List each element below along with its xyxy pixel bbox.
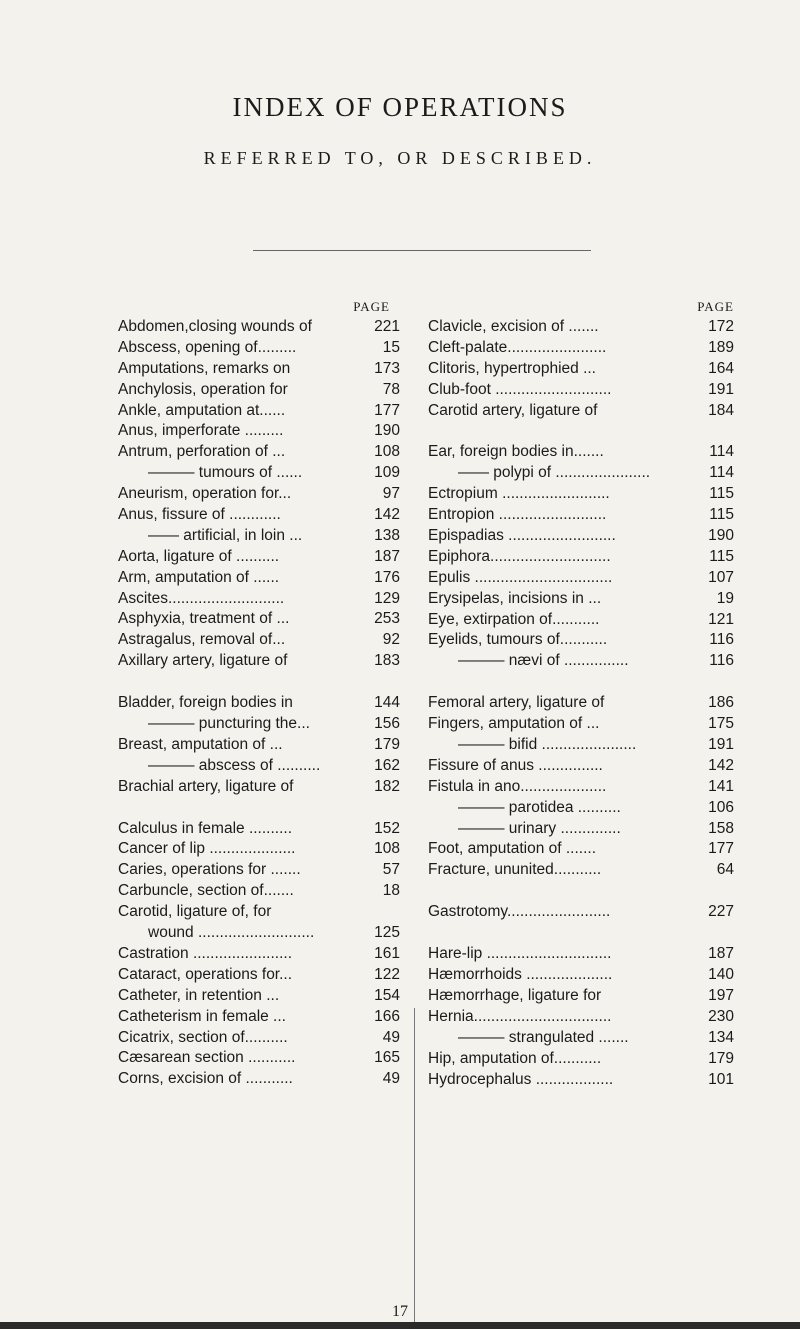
entry-text: —— artificial, in loin ... bbox=[148, 526, 303, 544]
index-entry bbox=[428, 714, 734, 735]
entry-page: 92 bbox=[360, 630, 400, 651]
entry-page: 158 bbox=[694, 819, 734, 840]
entry-page: 156 bbox=[360, 714, 400, 735]
entry-page: 191 bbox=[694, 735, 734, 756]
entry-page: 183 bbox=[360, 651, 400, 672]
index-entry bbox=[428, 756, 734, 777]
entry-page: 114 bbox=[694, 442, 734, 463]
entry-page: 190 bbox=[360, 421, 400, 442]
entry-page: 152 bbox=[360, 819, 400, 840]
entry-page: 49 bbox=[360, 1028, 400, 1049]
entry-page: 106 bbox=[694, 798, 734, 819]
entry-text: Amputations, remarks on bbox=[118, 359, 291, 377]
index-entry bbox=[118, 1069, 400, 1090]
entry-text: Aorta, ligature of .......... bbox=[118, 547, 280, 565]
index-entry bbox=[428, 338, 734, 359]
index-entry bbox=[118, 421, 400, 442]
entry-text: ——— urinary .............. bbox=[458, 819, 621, 837]
entry-page: 179 bbox=[694, 1049, 734, 1070]
entry-page: 78 bbox=[360, 380, 400, 401]
index-entry bbox=[118, 839, 400, 860]
entry-text: Ankle, amputation at...... bbox=[118, 401, 286, 419]
entry-text: —— polypi of ...................... bbox=[458, 464, 651, 482]
entry-page: 173 bbox=[360, 359, 400, 380]
entry-text: Ectropium ......................... bbox=[428, 485, 610, 503]
entry-page: 177 bbox=[360, 401, 400, 422]
entry-page: 140 bbox=[694, 965, 734, 986]
entry-text: Cancer of lip .................... bbox=[118, 840, 296, 858]
entry-text: Calculus in female .......... bbox=[118, 819, 293, 837]
entry-text: Eye, extirpation of........... bbox=[428, 610, 600, 628]
entry-text: Axillary artery, ligature of bbox=[118, 652, 288, 670]
index-entry bbox=[118, 693, 400, 714]
index-entry bbox=[428, 401, 734, 422]
index-entry bbox=[428, 1070, 734, 1091]
column-divider bbox=[414, 1008, 415, 1324]
entry-text: Catheterism in female ... bbox=[118, 1007, 286, 1025]
index-entry bbox=[428, 610, 734, 631]
index-entry bbox=[428, 902, 734, 923]
entry-page: 114 bbox=[694, 463, 734, 484]
entry-text: Femoral artery, ligature of bbox=[428, 694, 605, 712]
entry-page: 197 bbox=[694, 986, 734, 1007]
page-title: INDEX OF OPERATIONS bbox=[232, 92, 568, 122]
entry-text: Carotid artery, ligature of bbox=[428, 401, 598, 419]
entry-page: 172 bbox=[694, 317, 734, 338]
entry-text: Club-foot ........................... bbox=[428, 380, 612, 398]
index-entry bbox=[428, 986, 734, 1007]
index-entry bbox=[428, 442, 734, 463]
entry-text: Carotid, ligature of, for bbox=[118, 903, 272, 921]
index-entry bbox=[118, 944, 400, 965]
index-entry bbox=[118, 442, 400, 463]
index-entry bbox=[428, 944, 734, 965]
entry-page: 101 bbox=[694, 1070, 734, 1091]
index-entry bbox=[118, 526, 400, 547]
entry-page: 57 bbox=[360, 860, 400, 881]
index-entry bbox=[428, 735, 734, 756]
entry-page: 182 bbox=[360, 777, 400, 798]
index-entry bbox=[118, 484, 400, 505]
entry-text: Breast, amputation of ... bbox=[118, 735, 283, 753]
index-entry bbox=[118, 630, 400, 651]
entry-page: 227 bbox=[694, 902, 734, 923]
entry-page: 154 bbox=[360, 986, 400, 1007]
index-entry bbox=[118, 463, 400, 484]
index-entry bbox=[118, 505, 400, 526]
entry-text: Cleft-palate....................... bbox=[428, 338, 607, 356]
entry-text: Ascites........................... bbox=[118, 589, 285, 607]
index-entry bbox=[428, 463, 734, 484]
entry-page: 165 bbox=[360, 1048, 400, 1069]
entry-text: Eyelids, tumours of........... bbox=[428, 631, 608, 649]
entry-text: Caries, operations for ....... bbox=[118, 861, 301, 879]
entry-text: Abscess, opening of......... bbox=[118, 338, 297, 356]
entry-page: 191 bbox=[694, 380, 734, 401]
entry-page: 253 bbox=[360, 609, 400, 630]
index-entry bbox=[428, 651, 734, 672]
entry-page: 175 bbox=[694, 714, 734, 735]
scan-edge-bar bbox=[0, 1322, 800, 1329]
index-entry bbox=[428, 1007, 734, 1028]
page-number: 17 bbox=[392, 1303, 408, 1320]
index-entry bbox=[118, 1007, 400, 1028]
entry-text: Hare-lip ............................. bbox=[428, 945, 612, 963]
entry-page: 129 bbox=[360, 589, 400, 610]
entry-page: 187 bbox=[360, 547, 400, 568]
entry-text: Abdomen,closing wounds of bbox=[118, 318, 312, 335]
index-entry bbox=[428, 819, 734, 840]
entry-page: 141 bbox=[694, 777, 734, 798]
entry-text: Bladder, foreign bodies in bbox=[118, 694, 293, 712]
entry-page: 107 bbox=[694, 568, 734, 589]
entry-text: Astragalus, removal of... bbox=[118, 631, 286, 649]
index-entry bbox=[118, 568, 400, 589]
title-rule bbox=[253, 250, 591, 251]
entry-text: Fingers, amputation of ... bbox=[428, 715, 600, 733]
entry-page: 138 bbox=[360, 526, 400, 547]
entry-page: 177 bbox=[694, 839, 734, 860]
index-column-right bbox=[428, 297, 734, 1090]
index-entry bbox=[428, 505, 734, 526]
index-entry bbox=[118, 547, 400, 568]
index-entry bbox=[428, 1049, 734, 1070]
entry-page: 108 bbox=[360, 839, 400, 860]
index-entry bbox=[118, 756, 400, 777]
entry-text: Erysipelas, incisions in ... bbox=[428, 589, 602, 607]
entry-page: 19 bbox=[694, 589, 734, 610]
index-entry bbox=[428, 359, 734, 380]
entry-page: 125 bbox=[360, 923, 400, 944]
index-entry bbox=[118, 1028, 400, 1049]
entry-page: 162 bbox=[360, 756, 400, 777]
entry-text: Carbuncle, section of....... bbox=[118, 882, 294, 900]
entry-text: wound ........................... bbox=[148, 924, 315, 942]
index-entry bbox=[118, 923, 400, 944]
entry-text: Entropion ......................... bbox=[428, 506, 607, 524]
entry-page: 142 bbox=[694, 756, 734, 777]
entry-text: Fistula in ano.................... bbox=[428, 777, 607, 795]
entry-page: 108 bbox=[360, 442, 400, 463]
index-entry bbox=[118, 401, 400, 422]
entry-page: 64 bbox=[694, 860, 734, 881]
index-entry bbox=[428, 484, 734, 505]
entry-text: Ear, foreign bodies in....... bbox=[428, 443, 604, 461]
entry-text: Clavicle, excision of ....... bbox=[428, 318, 599, 335]
index-entry bbox=[118, 819, 400, 840]
index-entry bbox=[428, 860, 734, 881]
entry-text: ——— bifid ...................... bbox=[458, 736, 637, 754]
entry-text: ——— parotidea .......... bbox=[458, 798, 621, 816]
entry-text: ——— strangulated ....... bbox=[458, 1028, 629, 1046]
entry-page: 134 bbox=[694, 1028, 734, 1049]
index-column-left bbox=[118, 297, 400, 1090]
entry-page: 49 bbox=[360, 1069, 400, 1090]
index-entry bbox=[118, 881, 400, 902]
page-column-header: PAGE bbox=[697, 299, 734, 314]
entry-page: 142 bbox=[360, 505, 400, 526]
index-entry bbox=[428, 798, 734, 819]
entry-page: 116 bbox=[694, 630, 734, 651]
index-entry bbox=[118, 902, 400, 923]
entry-page: 176 bbox=[360, 568, 400, 589]
index-entry bbox=[428, 526, 734, 547]
entry-text: Epiphora............................ bbox=[428, 547, 611, 565]
entry-text: Epispadias ......................... bbox=[428, 527, 616, 545]
entry-page: 221 bbox=[360, 317, 400, 338]
entry-text: Cataract, operations for... bbox=[118, 965, 293, 983]
entry-page: 115 bbox=[694, 505, 734, 526]
index-entry bbox=[118, 651, 400, 672]
entry-text: Antrum, perforation of ... bbox=[118, 443, 286, 461]
index-entry bbox=[428, 839, 734, 860]
entry-text: Hæmorrhage, ligature for bbox=[428, 986, 602, 1004]
entry-text: Clitoris, hypertrophied ... bbox=[428, 359, 596, 377]
index-entry bbox=[118, 860, 400, 881]
entry-text: Hydrocephalus .................. bbox=[428, 1070, 614, 1088]
entry-page: 190 bbox=[694, 526, 734, 547]
entry-text: ——— puncturing the... bbox=[148, 715, 310, 733]
entry-text: Foot, amputation of ....... bbox=[428, 840, 597, 858]
entry-text: ——— tumours of ...... bbox=[148, 464, 303, 482]
entry-text: Cæsarean section ........... bbox=[118, 1049, 296, 1067]
entry-text: Arm, amputation of ...... bbox=[118, 568, 280, 586]
entry-page: 115 bbox=[694, 484, 734, 505]
entry-page: 164 bbox=[694, 359, 734, 380]
index-entry bbox=[428, 1028, 734, 1049]
index-entry bbox=[118, 986, 400, 1007]
index-entry bbox=[428, 568, 734, 589]
index-entry bbox=[428, 630, 734, 651]
index-entry bbox=[428, 589, 734, 610]
entry-text: Anchylosis, operation for bbox=[118, 380, 288, 398]
entry-page: 161 bbox=[360, 944, 400, 965]
entry-text: Catheter, in retention ... bbox=[118, 986, 280, 1004]
index-entry bbox=[118, 714, 400, 735]
index-entry bbox=[428, 777, 734, 798]
entry-page: 230 bbox=[694, 1007, 734, 1028]
entry-page: 166 bbox=[360, 1007, 400, 1028]
entry-page: 122 bbox=[360, 965, 400, 986]
entry-text: Hip, amputation of........... bbox=[428, 1049, 602, 1067]
entry-page: 15 bbox=[360, 338, 400, 359]
index-entry bbox=[118, 1048, 400, 1069]
index-entry bbox=[428, 547, 734, 568]
entry-page: 121 bbox=[694, 610, 734, 631]
index-entry bbox=[428, 693, 734, 714]
index-entry bbox=[428, 317, 734, 338]
entry-page: 187 bbox=[694, 944, 734, 965]
entry-text: Epulis ................................ bbox=[428, 568, 613, 586]
entry-text: Brachial artery, ligature of bbox=[118, 777, 294, 795]
entry-page: 179 bbox=[360, 735, 400, 756]
index-entry bbox=[118, 609, 400, 630]
index-entry bbox=[118, 338, 400, 359]
index-entry bbox=[428, 380, 734, 401]
entry-text: Cicatrix, section of.......... bbox=[118, 1028, 288, 1046]
index-entry bbox=[118, 589, 400, 610]
index-entry bbox=[118, 965, 400, 986]
entry-text: Fissure of anus ............... bbox=[428, 756, 603, 774]
entry-text: Corns, excision of ........... bbox=[118, 1070, 293, 1088]
entry-page: 109 bbox=[360, 463, 400, 484]
entry-page: 116 bbox=[694, 651, 734, 672]
index-entry bbox=[118, 735, 400, 756]
index-entry bbox=[118, 317, 400, 338]
entry-text: Hernia................................ bbox=[428, 1007, 612, 1025]
index-entry bbox=[118, 359, 400, 380]
entry-text: Anus, imperforate ......... bbox=[118, 422, 284, 440]
entry-text: ——— nævi of ............... bbox=[458, 652, 629, 670]
entry-page: 18 bbox=[360, 881, 400, 902]
entry-page: 144 bbox=[360, 693, 400, 714]
page-column-header: PAGE bbox=[353, 299, 390, 314]
page-subtitle: REFERRED TO, OR DESCRIBED. bbox=[203, 148, 597, 168]
index-entry bbox=[118, 777, 400, 798]
index-entry bbox=[118, 380, 400, 401]
entry-text: Aneurism, operation for... bbox=[118, 485, 292, 503]
entry-text: ——— abscess of .......... bbox=[148, 756, 321, 774]
index-entry bbox=[428, 965, 734, 986]
entry-text: Asphyxia, treatment of ... bbox=[118, 610, 290, 628]
entry-page: 189 bbox=[694, 338, 734, 359]
entry-page: 186 bbox=[694, 693, 734, 714]
entry-page: 184 bbox=[694, 401, 734, 422]
entry-text: Hæmorrhoids .................... bbox=[428, 966, 613, 984]
entry-text: Castration ....................... bbox=[118, 944, 292, 962]
entry-page: 115 bbox=[694, 547, 734, 568]
entry-text: Anus, fissure of ............ bbox=[118, 506, 281, 524]
entry-text: Gastrotomy........................ bbox=[428, 903, 611, 921]
entry-page: 97 bbox=[360, 484, 400, 505]
entry-text: Fracture, ununited........... bbox=[428, 861, 602, 879]
